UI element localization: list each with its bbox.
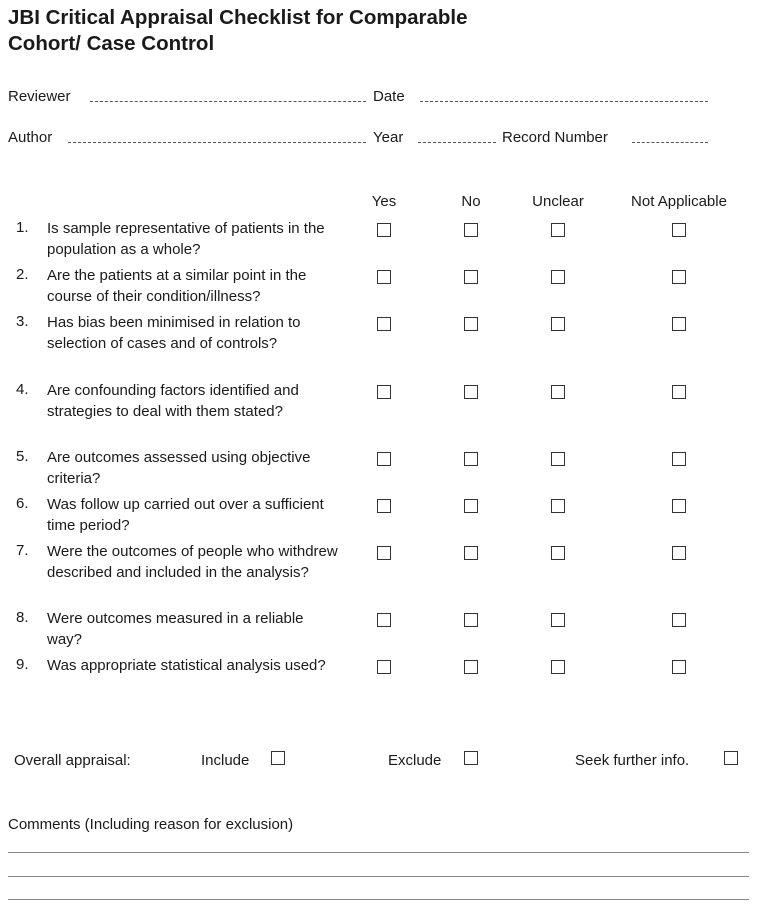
include-checkbox[interactable] <box>271 751 285 765</box>
checkbox-not-applicable[interactable] <box>672 270 686 284</box>
checkbox-yes[interactable] <box>377 317 391 331</box>
column-header-not-applicable: Not Applicable <box>631 193 727 210</box>
reviewer-label: Reviewer <box>8 88 71 105</box>
checkbox-no[interactable] <box>464 385 478 399</box>
author-label: Author <box>8 129 53 146</box>
include-label: Include <box>201 752 250 769</box>
checkbox-not-applicable[interactable] <box>672 452 686 466</box>
checkbox-unclear[interactable] <box>551 613 565 627</box>
comments-label: Comments (Including reason for exclusion) <box>8 816 294 833</box>
question-number: 7. <box>16 542 29 559</box>
checkbox-not-applicable[interactable] <box>672 317 686 331</box>
question-text: Are the patients at a similar point in the course of their condition/illness? <box>47 267 307 305</box>
page-title <box>8 5 608 57</box>
checkbox-yes[interactable] <box>377 613 391 627</box>
comments-line[interactable] <box>8 852 749 853</box>
checkbox-unclear[interactable] <box>551 452 565 466</box>
checkbox-not-applicable[interactable] <box>672 223 686 237</box>
date-label: Date <box>373 88 405 105</box>
year-label: Year <box>373 129 404 146</box>
checkbox-no[interactable] <box>464 317 478 331</box>
checkbox-no[interactable] <box>464 613 478 627</box>
checkbox-yes[interactable] <box>377 499 391 513</box>
checkbox-unclear[interactable] <box>551 385 565 399</box>
seek-further-info-checkbox[interactable] <box>724 751 738 765</box>
question-number: 1. <box>16 219 29 236</box>
checkbox-yes[interactable] <box>377 223 391 237</box>
date-field[interactable] <box>420 101 708 102</box>
year-field[interactable] <box>418 142 496 143</box>
exclude-checkbox[interactable] <box>464 751 478 765</box>
checkbox-unclear[interactable] <box>551 317 565 331</box>
title-line-1: JBI Critical Appraisal Checklist for Comparable <box>8 6 468 29</box>
checkbox-no[interactable] <box>464 546 478 560</box>
record-number-label: Record Number <box>502 129 608 146</box>
overall-appraisal-label: Overall appraisal: <box>14 752 131 769</box>
checkbox-no[interactable] <box>464 499 478 513</box>
question-text: Has bias been minimised in relation to selection of cases and of controls? <box>47 314 301 352</box>
checkbox-no[interactable] <box>464 452 478 466</box>
column-header-no: No <box>461 193 481 210</box>
question-text: Are confounding factors identified and strategies to deal with them stated? <box>47 382 299 420</box>
exclude-label: Exclude <box>388 752 442 769</box>
record-number-field[interactable] <box>632 142 708 143</box>
question-number: 5. <box>16 448 29 465</box>
checkbox-unclear[interactable] <box>551 223 565 237</box>
author-field[interactable] <box>68 142 366 143</box>
comments-line[interactable] <box>8 899 749 900</box>
checkbox-not-applicable[interactable] <box>672 613 686 627</box>
comments-line[interactable] <box>8 876 749 877</box>
checkbox-unclear[interactable] <box>551 546 565 560</box>
reviewer-field[interactable] <box>90 101 366 102</box>
question-text: Are outcomes assessed using objective criteria? <box>47 449 311 487</box>
question-number: 2. <box>16 266 29 283</box>
question-text: Were the outcomes of people who withdrew described and included in the analysis? <box>47 543 338 581</box>
checkbox-unclear[interactable] <box>551 499 565 513</box>
question-number: 4. <box>16 381 29 398</box>
question-number: 8. <box>16 609 29 626</box>
seek-further-info-label: Seek further info. <box>575 752 690 769</box>
question-text: Was follow up carried out over a sufficient time period? <box>47 496 324 534</box>
checkbox-no[interactable] <box>464 660 478 674</box>
checkbox-yes[interactable] <box>377 270 391 284</box>
column-header-yes: Yes <box>371 193 397 210</box>
checkbox-not-applicable[interactable] <box>672 499 686 513</box>
question-text: Were outcomes measured in a reliable way? <box>47 610 304 648</box>
column-header-unclear: Unclear <box>532 193 584 210</box>
checkbox-not-applicable[interactable] <box>672 385 686 399</box>
checkbox-yes[interactable] <box>377 660 391 674</box>
checkbox-yes[interactable] <box>377 385 391 399</box>
question-number: 6. <box>16 495 29 512</box>
checkbox-not-applicable[interactable] <box>672 660 686 674</box>
question-text: Is sample representative of patients in the population as a whole? <box>47 220 325 258</box>
checkbox-no[interactable] <box>464 223 478 237</box>
question-number: 9. <box>16 656 29 673</box>
title-line-2: Cohort/ Case Control <box>8 32 215 55</box>
checkbox-yes[interactable] <box>377 546 391 560</box>
checkbox-unclear[interactable] <box>551 270 565 284</box>
checkbox-not-applicable[interactable] <box>672 546 686 560</box>
question-text: Was appropriate statistical analysis used? <box>47 657 326 674</box>
checkbox-unclear[interactable] <box>551 660 565 674</box>
checkbox-yes[interactable] <box>377 452 391 466</box>
question-number: 3. <box>16 313 29 330</box>
checkbox-no[interactable] <box>464 270 478 284</box>
